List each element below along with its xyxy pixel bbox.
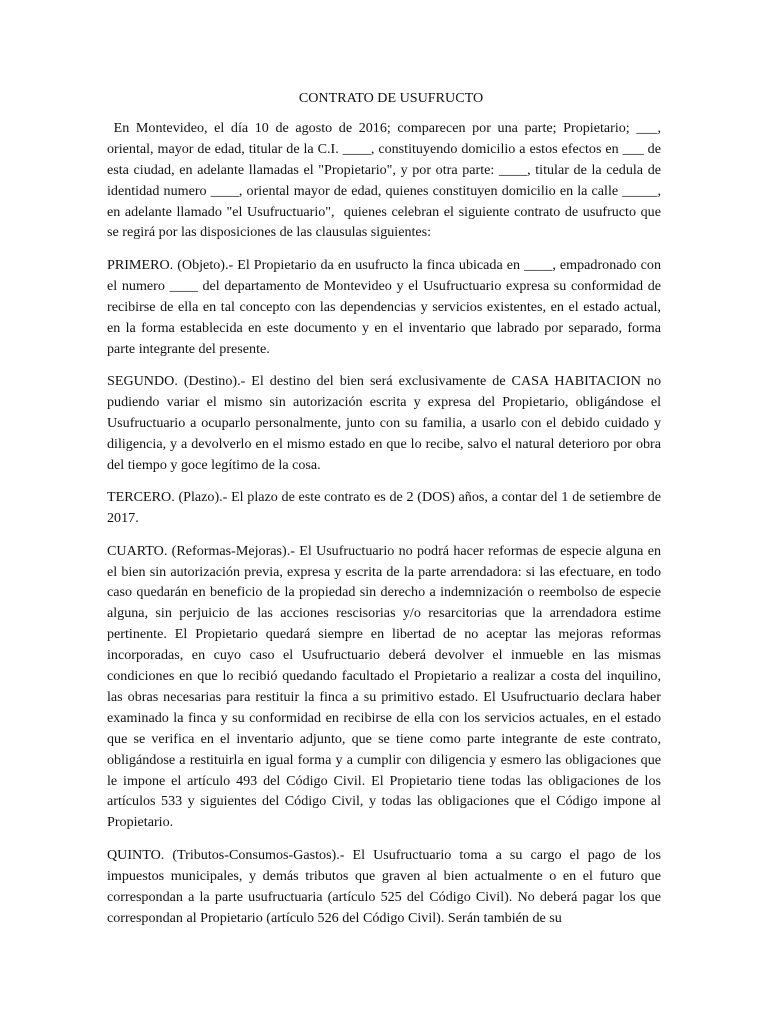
clause-tercero: TERCERO. (Plazo).- El plazo de este contrato es de 2 (DOS) años, a contar del 1 de setiembre de 2017.	[107, 489, 665, 527]
clause-segundo: SEGUNDO. (Destino).- El destino del bien será exclusivamente de CASA HABITACION no pudiendo variar el mismo sin autorización escrita y expresa del Propietario, obligándose el Usufructuario a ocuparlo personalmente, junto con su familia, a usarlo con el debido cuidado y diligencia, y a devolverlo en el mismo estado en que lo recibe, salvo el natural deterioro por obra del tiempo y goce legítimo de la cosa.	[107, 373, 665, 473]
clause-cuarto: CUARTO. (Reformas-Mejoras).- El Usufructuario no podrá hacer reformas de especie alguna en el bien sin autorización previa, expresa y escrita de la parte arrendadora: si las efectuare, en todo caso quedarán en beneficio de la propiedad sin derecho a indemnización o reembolso de especie alguna, sin perjuicio de las acciones rescisorias y/o resarcitorias que la arrendadora estime pertinente. El Propietario quedará siempre en libertad de no aceptar las mejoras reformas incorporadas, en cuyo caso el Usufructuario deberá devolver el inmueble en las mismas condiciones en que lo recibió quedando facultado el Propietario a realizar a costa del inquilino, las obras necesarias para restituir la finca a su primitivo estado. El Usufructuario declara haber examinado la finca y su conformidad en recibirse de ella con los servicios actuales, en el estado que se verifica en el inventario adjunto, que se tiene como parte integrante de este contrato, obligándose a restituirla en igual forma y a cumplir con diligencia y esmero las obligaciones que le impone el artículo 493 del Código Civil. El Propietario tiene todas las obligaciones de los artículos 533 y siguientes del Código Civil, y todas las obligaciones que el Código impone al Propietario.	[107, 542, 665, 831]
intro-paragraph: En Montevideo, el día 10 de agosto de 2016; comparecen por una parte; Propietario; ___, oriental, mayor de edad, titular de la C.I. ____, constituyendo domicilio a estos efectos en ___ de esta ciudad, en adelante llamadas el "Propietario", y por otra parte: ____, titular de la cedula de identidad numero ____, oriental mayor de edad, quienes constituyen domicilio en la calle _____, en adelante llamado "el Usufructuario", quienes celebran el siguiente contrato de usufructo que se regirá por las disposiciones de las clausulas siguientes:	[107, 119, 665, 241]
clause-primero: PRIMERO. (Objeto).- El Propietario da en usufructo la finca ubicada en ____, empadronado con el numero ____ del departamento de Montevideo y el Usufructuario expresa su conformidad de recibirse de ella en tal concepto con las dependencias y servicios existentes, en el estado actual, en la forma establecida en este documento y en el inventario que labrado por separado, forma parte integrante del presente.	[107, 256, 665, 357]
document-title: CONTRATO DE USUFRUCTO	[298, 90, 484, 106]
clause-quinto: QUINTO. (Tributos-Consumos-Gastos).- El Usufructuario toma a su cargo el pago de los impuestos municipales, y demás tributos que graven al bien actualmente o en el futuro que correspondan a la parte usufructuaria (artículo 525 del Código Civil). No deberá pagar los que correspondan al Propietario (artículo 526 del Código Civil). Serán también de su	[107, 846, 665, 926]
contract-document	[107, 88, 665, 940]
